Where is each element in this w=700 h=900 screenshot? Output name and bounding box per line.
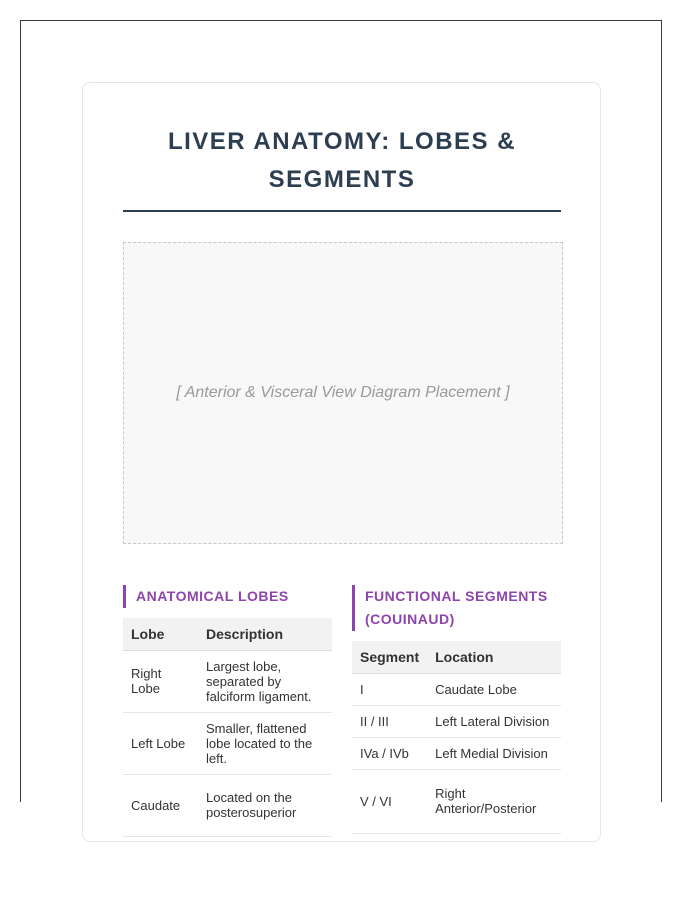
table-row (123, 774, 332, 836)
column-header-description: Description (198, 618, 332, 650)
table-row (352, 705, 561, 737)
diagram-placeholder (123, 242, 563, 544)
table-row (123, 650, 332, 712)
segments-table (352, 641, 561, 834)
table-row (352, 737, 561, 769)
table-header-row (123, 618, 332, 650)
segments-heading: FUNCTIONAL SEGMENTS (COUINAUD) (352, 585, 561, 631)
description-cell: Located on the posterosuperior (198, 774, 332, 836)
lobe-cell: Left Lobe (123, 712, 198, 774)
diagram-placeholder-text: [ Anterior & Visceral View Diagram Placement ] (176, 384, 510, 401)
table-row (123, 712, 332, 774)
segment-cell: II / III (352, 705, 427, 737)
page-title: LIVER ANATOMY: LOBES & SEGMENTS (167, 128, 517, 193)
table-header-row (352, 641, 561, 673)
location-cell: Caudate Lobe (427, 673, 561, 705)
lobes-heading: ANATOMICAL LOBES (123, 585, 332, 608)
table-row (352, 769, 561, 833)
segment-cell: IVa / IVb (352, 737, 427, 769)
location-cell: Left Lateral Division (427, 705, 561, 737)
title-divider (123, 210, 561, 212)
segment-cell: I (352, 673, 427, 705)
column-header-location: Location (427, 641, 561, 673)
lobe-cell: Right Lobe (123, 650, 198, 712)
column-header-lobe: Lobe (123, 618, 198, 650)
lobes-table (123, 618, 332, 837)
lobe-cell: Caudate (123, 774, 198, 836)
page-frame (20, 20, 662, 820)
description-cell: Largest lobe, separated by falciform ligament. (198, 650, 332, 712)
column-header-segment: Segment (352, 641, 427, 673)
description-cell: Smaller, flattened lobe located to the left. (198, 712, 332, 774)
segment-cell: V / VI (352, 769, 427, 833)
lobes-section (123, 585, 332, 837)
location-cell: Left Medial Division (427, 737, 561, 769)
segments-section (352, 585, 561, 834)
location-cell: Right Anterior/Posterior (427, 769, 561, 833)
table-row (352, 673, 561, 705)
content-card (82, 82, 601, 842)
